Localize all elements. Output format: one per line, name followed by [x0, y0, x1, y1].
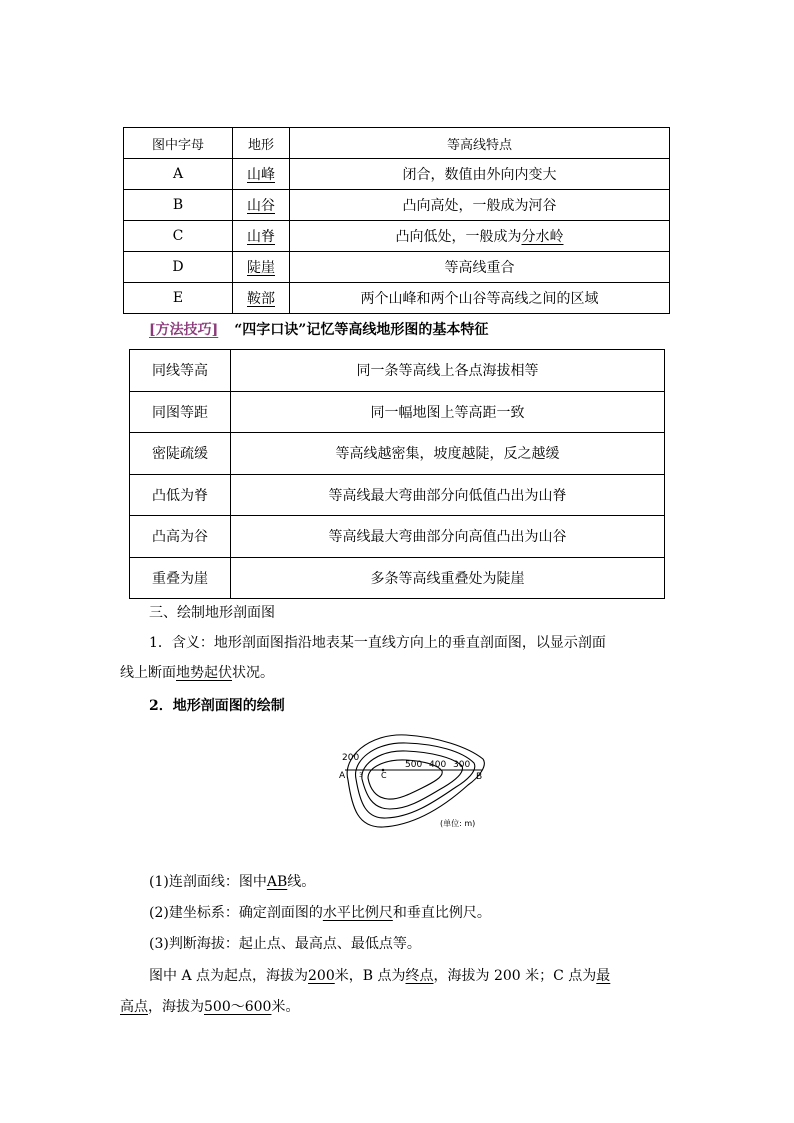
- cell-feature: [290, 159, 670, 190]
- underlined-term: 最: [596, 968, 611, 984]
- terrain-table: [123, 127, 670, 314]
- mnemonic-value: 等高线越密集，坡度越陡，反之越缓: [231, 433, 665, 475]
- table-row: [130, 516, 665, 558]
- subheading-drawing: 2．地形剖面图的绘制: [149, 698, 285, 714]
- label-400: 400: [429, 760, 447, 770]
- contour-figure: [338, 733, 488, 831]
- text-segment: 和垂直比例尺。: [392, 905, 491, 921]
- label-tick: 3: [359, 772, 363, 779]
- label-200: 200: [342, 753, 360, 763]
- underlined-term: AB: [266, 874, 288, 890]
- feature-text: 凸向高处，一般成为河谷: [402, 198, 557, 214]
- text-segment: ，海拔为: [148, 999, 204, 1015]
- cell-letter: C: [124, 221, 233, 252]
- table-row: [124, 283, 670, 314]
- header-feature: 等高线特点: [290, 128, 670, 159]
- step-1: [149, 872, 315, 892]
- underlined-term: 高点: [120, 999, 148, 1015]
- cell-terrain: 山脊: [233, 221, 290, 252]
- table-row: [130, 350, 665, 392]
- text-segment: 状况。: [232, 665, 274, 681]
- table-row: [130, 474, 665, 516]
- header-terrain: 地形: [233, 128, 290, 159]
- table-row: [124, 221, 670, 252]
- mnemonic-key: 凸高为谷: [130, 516, 231, 558]
- mnemonic-table: [129, 349, 665, 599]
- mnemonic-key: 凸低为脊: [130, 474, 231, 516]
- feature-text: 闭合，数值由外向内变大: [402, 167, 557, 183]
- mnemonic-value: 多条等高线重叠处为陡崖: [231, 557, 665, 599]
- text-segment: 米。: [271, 999, 300, 1015]
- text-segment: 线。: [287, 874, 316, 890]
- table-row: [124, 252, 670, 283]
- cell-terrain: 陡崖: [233, 252, 290, 283]
- mnemonic-value: 等高线最大弯曲部分向高值凸出为山谷: [231, 516, 665, 558]
- label-300: 300: [453, 760, 471, 770]
- mnemonic-key: 重叠为崖: [130, 557, 231, 599]
- cell-letter: A: [124, 159, 233, 190]
- cell-terrain: 鞍部: [233, 283, 290, 314]
- text-segment: (2)建坐标系：确定剖面图的: [149, 905, 323, 921]
- mnemonic-value: 同一条等高线上各点海拔相等: [231, 350, 665, 392]
- table-row: [130, 557, 665, 599]
- cell-feature: [290, 252, 670, 283]
- label-b: B: [476, 772, 483, 782]
- contour-300: [356, 743, 475, 818]
- method-heading: [149, 319, 488, 339]
- definition-line-2: [120, 663, 274, 683]
- cell-feature: [290, 190, 670, 221]
- cell-feature: [290, 283, 670, 314]
- conclusion-line-1: [149, 966, 610, 986]
- label-c: C: [381, 771, 387, 780]
- mnemonic-key: 同图等距: [130, 391, 231, 433]
- contour-200: [347, 735, 484, 827]
- mnemonic-key: 密陡疏缓: [130, 433, 231, 475]
- feature-underlined: 分水岭: [521, 229, 564, 245]
- table-header-row: [124, 128, 670, 159]
- table-row: [124, 159, 670, 190]
- unit-label: (单位: m): [440, 819, 476, 828]
- feature-text: 凸向低处，一般成为: [395, 229, 522, 245]
- underlined-term: 500～600: [204, 999, 272, 1015]
- table-row: [124, 190, 670, 221]
- header-letter: 图中字母: [124, 128, 233, 159]
- cell-feature: [290, 221, 670, 252]
- method-title: “四字口诀”记忆等高线地形图的基本特征: [234, 322, 489, 338]
- text-segment: 图中 A 点为起点，海拔为: [149, 968, 309, 984]
- underlined-term: 地势起伏: [176, 665, 232, 681]
- mnemonic-key: 同线等高: [130, 350, 231, 392]
- method-tag: [方法技巧]: [149, 322, 219, 338]
- label-a: A: [339, 771, 346, 781]
- step-3: (3)判断海拔：起止点、最高点、最低点等。: [149, 936, 421, 952]
- underlined-term: 200: [308, 968, 335, 984]
- text-segment: 线上断面: [120, 665, 176, 681]
- table-row: [130, 433, 665, 475]
- cell-letter: D: [124, 252, 233, 283]
- step-2: [149, 903, 491, 923]
- text-segment: ，海拔为 200 米；C 点为: [433, 968, 597, 984]
- cell-terrain: 山峰: [233, 159, 290, 190]
- table-row: [130, 391, 665, 433]
- section-heading: 三、绘制地形剖面图: [149, 605, 275, 621]
- feature-text: 两个山峰和两个山谷等高线之间的区域: [360, 291, 599, 307]
- underlined-term: 终点: [405, 968, 434, 984]
- cell-letter: B: [124, 190, 233, 221]
- definition-line-1: 1．含义：地形剖面图指沿地表某一直线方向上的垂直剖面图，以显示剖面: [149, 635, 606, 651]
- underlined-term: 水平比例尺: [322, 905, 393, 921]
- feature-text: 等高线重合: [444, 260, 515, 276]
- mnemonic-value: 等高线最大弯曲部分向低值凸出为山脊: [231, 474, 665, 516]
- text-segment: 米，B 点为: [334, 968, 406, 984]
- text-segment: (1)连剖面线：图中: [149, 874, 267, 890]
- cell-terrain: 山谷: [233, 190, 290, 221]
- point-c: [382, 769, 385, 772]
- conclusion-line-2: [120, 997, 299, 1017]
- cell-letter: E: [124, 283, 233, 314]
- label-500: 500: [405, 760, 423, 770]
- mnemonic-value: 同一幅地图上等高距一致: [231, 391, 665, 433]
